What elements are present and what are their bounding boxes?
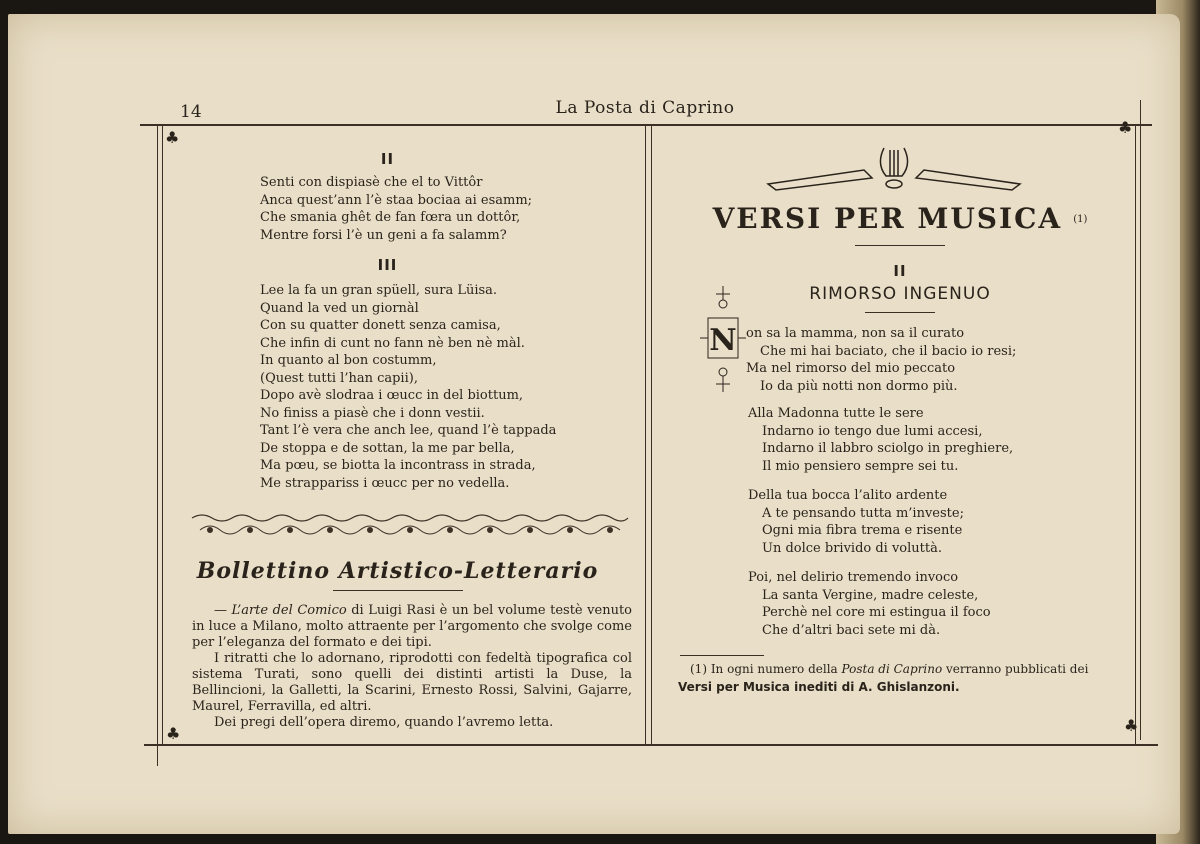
club-ornament-icon: ♣	[166, 724, 181, 743]
verse-line: Indarno il labbro sciolgo in preghiere,	[762, 441, 1014, 456]
verse-line: In quanto al bon costumm,	[260, 353, 437, 368]
club-ornament-icon: ♣	[1124, 716, 1139, 735]
top-rule	[140, 124, 1152, 126]
title-underline	[333, 590, 463, 591]
verse-line: A te pensando tutta m’investe;	[762, 505, 964, 521]
verse-line: (Quest tutti l’han capii),	[260, 370, 418, 386]
verse-line: Che infin di cunt no fann nè ben nè màl.	[260, 335, 525, 351]
paragraph-3: Dei pregi dell’opera diremo, quando l’avremo letta.	[214, 715, 554, 730]
verse-line: Che mi hai baciato, che il bacio io resi;	[760, 343, 1017, 359]
verse-line: Perchè nel core mi estingua il foco	[762, 605, 991, 620]
verse-line: Io da più notti non dormo più.	[760, 378, 958, 394]
verse-line: Della tua bocca l’alito ardente	[748, 488, 948, 503]
stanza-4	[748, 569, 1140, 639]
verse-line: Dopo avè slodraa i œucc in del biottum,	[260, 388, 524, 403]
verse-line: Che smania ghêt de fan fœra un dottôr,	[260, 210, 521, 225]
verse-line: Alla Madonna tutte le sere	[748, 406, 924, 421]
verse-line: De stoppa e de sottan, la me par bella,	[260, 440, 515, 456]
verse-line: on sa la mamma, non sa il curato	[746, 326, 965, 341]
club-ornament-icon: ♣	[165, 128, 180, 147]
verse-line: Ma nel rimorso del mio peccato	[746, 361, 956, 376]
stanza-1	[746, 325, 1140, 395]
verse-line: Con su quatter donett senza camisa,	[260, 318, 501, 333]
page-number: 14	[180, 102, 202, 122]
bottom-rule	[144, 744, 1158, 746]
verse-line: Il mio pensiero sempre sei tu.	[762, 458, 959, 474]
verse-line: Un dolce brivido di voluttà.	[762, 540, 942, 556]
main-title: VERSI PER MUSICA	[712, 202, 1063, 235]
book-title: L’arte del Comico	[231, 603, 347, 618]
bollettino-text	[192, 603, 632, 731]
bollettino-title: Bollettino Artistico-Letterario	[196, 558, 599, 584]
left-column	[160, 130, 635, 736]
right-frame-line	[1140, 100, 1141, 740]
right-column	[660, 130, 1140, 736]
verse-line: Quand la ved un giornàl	[260, 300, 419, 316]
paragraph-2: I ritratti che lo adornano, riprodotti con fedeltà tipografica col sistema Turati, sono quelli dei distinti artisti la Duse, la Bellincioni, la Galletti, la Scarini, Ernesto Rossi, Salvini, Gajarre, Maurel, Ferravilla, ed altri.	[192, 651, 632, 714]
stanza-3	[748, 487, 1140, 557]
verse-line: Poi, nel delirio tremendo invoco	[748, 570, 959, 585]
section-heading: II	[380, 150, 395, 168]
running-title: La Posta di Caprino	[555, 98, 735, 118]
verse-line: Senti con dispiasè che el to Vittôr	[260, 175, 483, 190]
center-line-a	[645, 124, 646, 744]
verse-line: La santa Vergine, madre celeste,	[762, 587, 979, 603]
section-heading: II	[893, 262, 907, 280]
subtitle-underline	[865, 312, 935, 313]
dropcap-ornament-icon	[696, 284, 750, 394]
stanza-ii	[260, 174, 635, 244]
verse-line: No finiss a piasè che i donn vestii.	[260, 405, 485, 421]
verse-line: Lee la fa un gran spüell, sura Lüisa.	[260, 283, 498, 298]
stanza-2	[748, 405, 1140, 475]
lyre-icon	[764, 142, 1024, 192]
center-line-b	[651, 124, 652, 744]
verse-line: Ogni mia fibra trema e risente	[762, 523, 963, 538]
paragraph-1: — L’arte del Comico di Luigi Rasi è un bel volume testè venuto in luce a Milano, molto attraente per l’argomento che svolge come per l’eleganza del formato e dei tipi.	[192, 603, 632, 650]
section-heading: III	[377, 256, 398, 274]
verse-line: Anca quest’ann l’è staa bociaa ai esamm;	[260, 192, 533, 208]
verse-line: Mentre forsi l’è un geni a fa salamm?	[260, 227, 507, 243]
dropcap-letter: N	[709, 323, 737, 358]
verse-line: Ma pœu, se biotta la incontrass in strada,	[260, 458, 536, 473]
title-ornament-line	[855, 245, 945, 246]
verse-line: Che d’altri baci sete mi dà.	[762, 622, 941, 638]
club-ornament-icon: ♣	[1118, 118, 1133, 137]
title-footnote-marker: (1)	[1073, 213, 1088, 225]
footnote-rule	[680, 655, 764, 656]
verse-line: Indarno io tengo due lumi accesi,	[762, 423, 983, 439]
left-frame-line	[157, 124, 158, 766]
floral-border-icon	[190, 512, 630, 542]
footnote: (1) In ogni numero della Posta di Caprino verranno pubblicati dei Versi per Musica inediti di A. Ghislanzoni.	[678, 662, 1089, 694]
page-header	[140, 98, 1150, 124]
verse-line: Me strappariss i œucc per no vedella.	[260, 475, 510, 491]
verse-line: Tant l’è vera che anch lee, quand l’è tappada	[260, 423, 557, 438]
stanza-iii	[260, 282, 635, 492]
poem-title: RIMORSO INGENUO	[809, 284, 991, 304]
